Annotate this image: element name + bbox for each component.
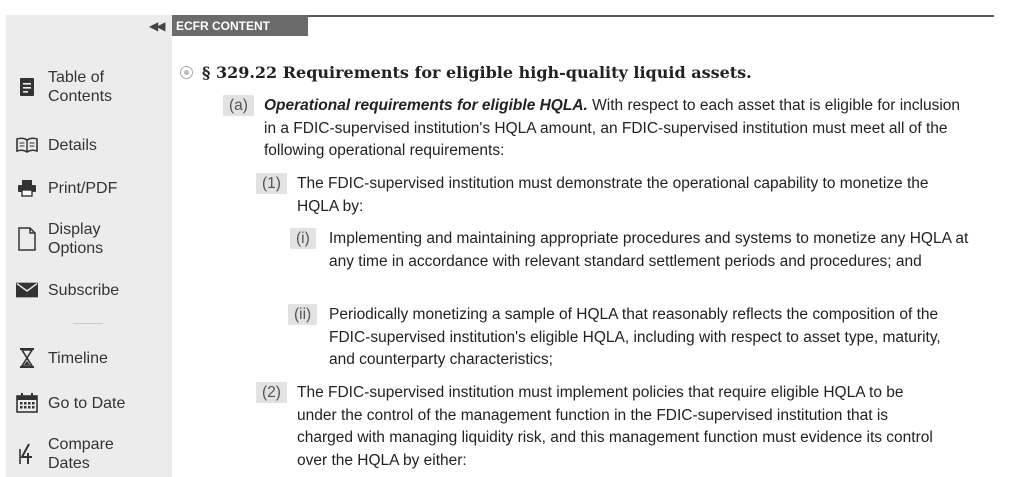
sidebar-item-compare-dates[interactable] [16,435,114,473]
sidebar [6,15,172,477]
section-title: § 329.22 Requirements for eligible high-quality liquid assets. [202,63,752,82]
sidebar-item-label: Print/PDF [48,179,118,197]
content-panel [172,15,996,477]
hourglass-icon [16,347,38,369]
paragraph-text: Implementing and maintaining appropriate procedures and systems to monetize any HQLA at any time in accordance with relevant standard settlement periods and procedures; and [329,230,969,270]
sidebar-item-details[interactable] [16,134,97,156]
sidebar-item-go-to-date[interactable] [16,392,125,414]
page-icon [16,228,38,250]
paragraph-text: The FDIC-supervised institution must demonstrate the operational capability to monetize the HQLA by: [297,175,929,215]
paragraph-text: The FDIC-supervised institution must implement policies that require eligible HQLA to be under the control of the management function in the FDIC-supervised institution that is charged with managing liquidity risk, and this management function must evidence its control over the HQLA by either: [297,384,933,469]
sidebar-item-label: Timeline [48,349,108,367]
paragraph-marker[interactable]: (1) [256,173,287,194]
paragraph-ii [294,304,969,372]
paragraph-marker[interactable]: (a) [223,95,254,116]
sidebar-item-display-options[interactable] [16,220,103,258]
book-icon [16,134,38,156]
paragraph-1 [262,173,972,218]
compare-icon [16,443,38,465]
paragraph-a [229,95,964,163]
section-heading [180,63,752,82]
document-icon [16,76,38,98]
paragraph-heading: Operational requirements for eligible HQLA. [264,97,588,114]
sidebar-item-table-of-contents[interactable] [16,68,112,106]
sidebar-divider [73,323,103,324]
sidebar-item-label: Table of Contents [48,69,113,105]
sidebar-item-label: Display Options [48,221,104,257]
sidebar-item-print-pdf[interactable] [16,177,117,199]
paragraph-text: With respect to each asset that is eligible for inclusion in a FDIC-supervised institution's HQLA amount, an FDIC-supervised institution must meet all of the following operational requirements: [264,97,961,159]
sidebar-item-label: Subscribe [48,281,120,299]
paragraph-marker[interactable]: (ii) [288,304,317,325]
tab-ecfr-content[interactable]: ECFR CONTENT [172,15,308,36]
sidebar-item-label: Go to Date [48,394,126,412]
calendar-icon [16,392,38,414]
paragraph-i [296,228,969,273]
sidebar-item-label: Compare Dates [48,436,114,472]
printer-icon [16,177,38,199]
paragraph-marker[interactable]: (2) [256,382,287,403]
envelope-icon [16,279,38,301]
paragraph-marker[interactable]: (i) [290,228,316,249]
sidebar-item-timeline[interactable] [16,347,108,369]
paragraph-text: Periodically monetizing a sample of HQLA that reasonably reflects the composition of the FDIC-supervised institution's eligible HQLA, including with respect to asset type, maturity, and counterparty characteristics; [329,306,941,368]
sidebar-item-subscribe[interactable] [16,279,119,301]
section-toggle-icon[interactable] [180,66,193,79]
paragraph-2 [262,382,947,472]
collapse-sidebar-icon[interactable]: ◀◀ [149,19,164,33]
sidebar-item-label: Details [48,136,97,154]
